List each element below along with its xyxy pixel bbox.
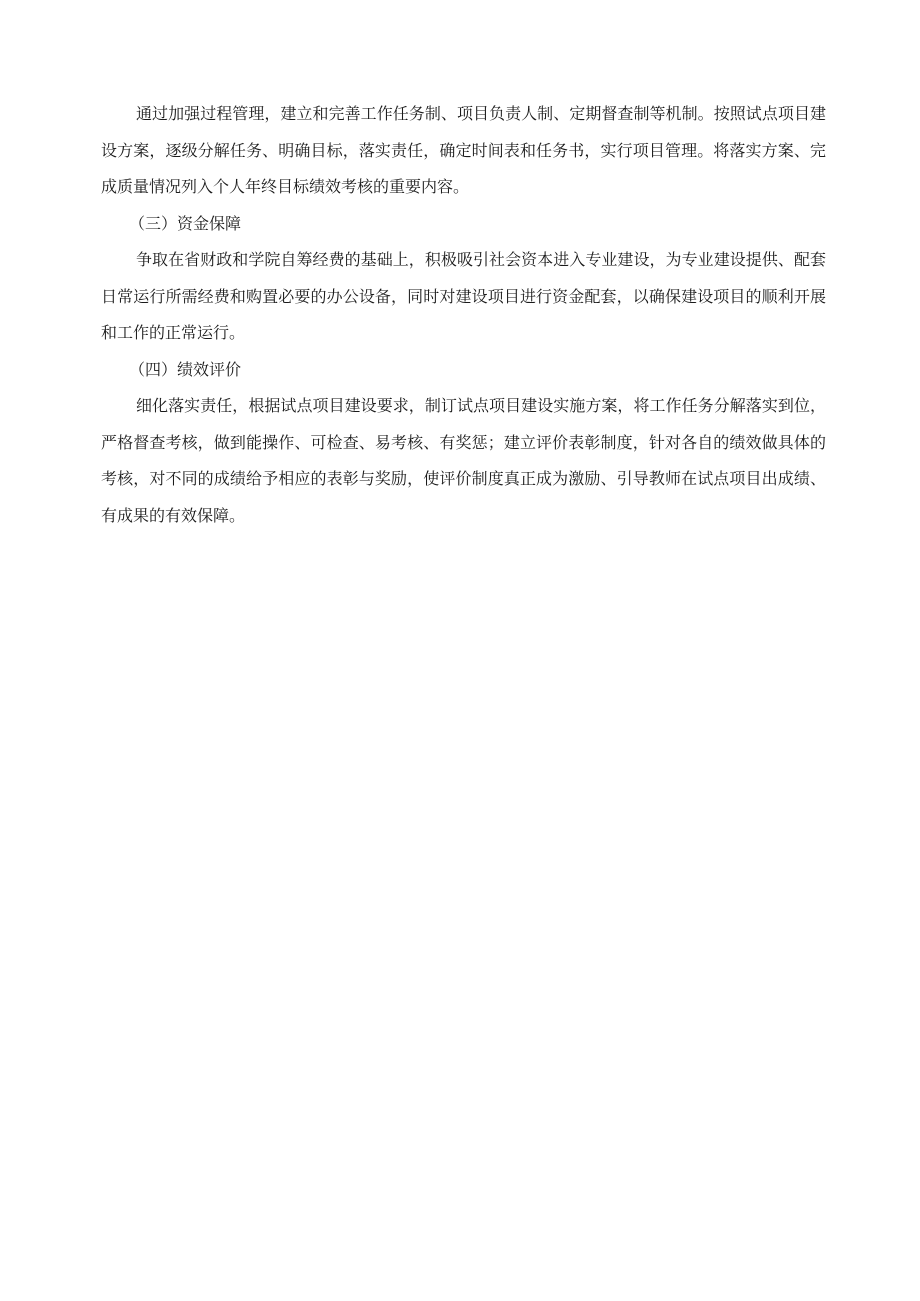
paragraph-process-management: 通过加强过程管理，建立和完善工作任务制、项目负责人制、定期督查制等机制。按照试点项目建设方案，逐级分解任务、明确目标，落实责任，确定时间表和任务书，实行项目管理。将落实方案、完成质量情况列入个人年终目标绩效考核的重要内容。 [101,104,826,196]
section-heading-funding: （三）资金保障 [129,213,242,233]
paragraph-performance: 细化落实责任，根据试点项目建设要求，制订试点项目建设实施方案，将工作任务分解落实到位，严格督查考核，做到能操作、可检查、易考核、有奖惩；建立评价表彰制度，针对各自的绩效做具体的考核，对不同的成绩给予相应的表彰与奖励，使评价制度真正成为激励、引导教师在试点项目出成绩、有成果的有效保障。 [101,396,826,525]
paragraph-funding: 争取在省财政和学院自筹经费的基础上，积极吸引社会资本进入专业建设，为专业建设提供、配套日常运行所需经费和购置必要的办公设备，同时对建设项目进行资金配套，以确保建设项目的顺利开展和工作的正常运行。 [101,250,826,342]
section-heading-performance: （四）绩效评价 [129,359,242,379]
document-body [101,96,826,534]
